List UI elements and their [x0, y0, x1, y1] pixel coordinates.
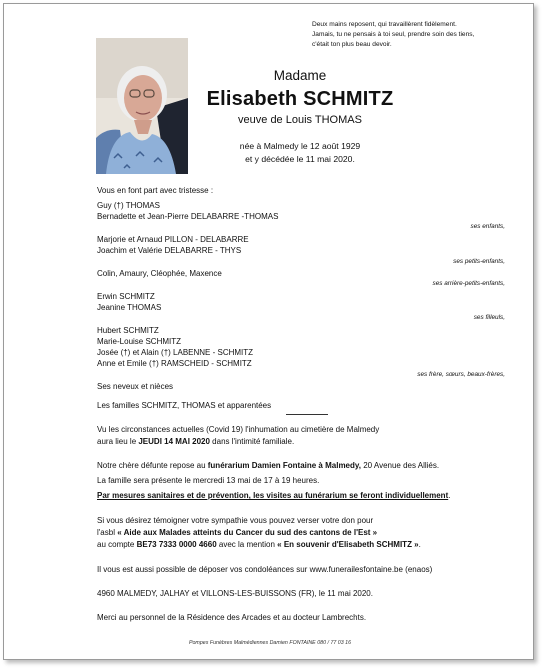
covid-line-1: Vu les circonstances actuelles (Covid 19) l'inhumation au cimetière de Malmedy — [97, 425, 380, 434]
family-bernadette: Bernadette et Jean-Pierre DELABARRE -THOMAS — [97, 212, 279, 221]
family-guy: Guy (†) THOMAS — [97, 201, 160, 210]
family-erwin: Erwin SCHMITZ — [97, 292, 155, 301]
funeral-home-footer: Pompes Funèbres Malmédiennes Damien FONTAINE 080 / 77 03 16 — [188, 640, 352, 646]
poem — [312, 20, 474, 50]
sympathy-line-1: Si vous désirez témoigner votre sympathie vous pouvez verser votre don pour — [97, 516, 374, 525]
family-jeanine: Jeanine THOMAS — [97, 303, 162, 312]
family-hubert: Hubert SCHMITZ — [97, 326, 159, 335]
poem-line-3: c'était ton plus beau devoir. — [312, 41, 392, 48]
sympathy-line-3 — [97, 539, 421, 550]
account-post: . — [418, 540, 421, 549]
family-josee: Josée (†) et Alain (†) LABENNE - SCHMITZ — [97, 348, 254, 357]
death-line: et y décédée le 11 mai 2020. — [245, 154, 355, 164]
relation-greatgrandchildren: ses arrière-petits-enfants, — [432, 280, 505, 287]
birth-death-dates — [180, 140, 420, 166]
address-date: 4960 MALMEDY, JALHAY et VILLONS-LES-BUISSONS (FR), le 11 mai 2020. — [97, 589, 373, 598]
relation-grandchildren: ses petits-enfants, — [453, 258, 505, 265]
divider-line — [286, 414, 328, 415]
rest-line — [97, 460, 439, 471]
account-pre: au compte — [97, 540, 137, 549]
burial-date: JEUDI 14 MAI 2020 — [138, 437, 210, 446]
account-mid: avec la mention — [216, 540, 278, 549]
charity-name: « Aide aux Malades atteints du Cancer du sud des cantons de l'Est » — [117, 528, 378, 537]
family-colin: Colin, Amaury, Cléophée, Maxence — [97, 269, 222, 278]
visit-line: La famille sera présente le mercredi 13 mai de 17 à 19 heures. — [97, 476, 320, 485]
relation-children: ses enfants, — [470, 223, 505, 230]
family-marjorie: Marjorie et Arnaud PILLON - DELABARRE — [97, 235, 249, 244]
family-marie-louise: Marie-Louise SCHMITZ — [97, 337, 182, 346]
family-joachim: Joachim et Valérie DELABARRE - THYS — [97, 246, 242, 255]
sanitary-notice: Par mesures sanitaires et de prévention, les visites au funérarium se feront individuellement — [97, 491, 449, 500]
sanitary-line — [97, 490, 450, 501]
thanks-line: Merci au personnel de la Résidence des Arcades et au docteur Lambrechts. — [97, 613, 367, 622]
relation-godchildren: ses filleuls, — [473, 314, 505, 321]
sympathy-asbl: l'asbl — [97, 528, 118, 537]
sympathy-line-2 — [97, 527, 377, 538]
widow-of: veuve de Louis THOMAS — [238, 114, 362, 126]
poem-line-1: Deux mains reposent, qui travaillèrent fidèlement. — [312, 21, 457, 28]
family-anne: Anne et Emile (†) RAMSCHEID - SCHMITZ — [97, 359, 252, 368]
covid-line-2 — [97, 436, 294, 447]
covid-text-pre: aura lieu le — [97, 437, 139, 446]
funeral-home: funérarium Damien Fontaine à Malmedy, — [207, 461, 361, 470]
covid-text-post: dans l'intimité familiale. — [209, 437, 295, 446]
rest-text-post: 20 Avenue des Alliés. — [360, 461, 440, 470]
nephews-nieces: Ses neveux et nièces — [97, 382, 174, 391]
announce-text: Vous en font part avec tristesse : — [97, 186, 214, 195]
poem-line-2: Jamais, tu ne pensais à toi seul, prendre soin des tiens, — [312, 31, 475, 38]
birth-line: née à Malmedy le 12 août 1929 — [239, 141, 361, 151]
donation-mention: « En souvenir d'Elisabeth SCHMITZ » — [277, 540, 419, 549]
online-condolences: Il vous est aussi possible de déposer vos condoléances sur www.funerailesfontaine.be (enaos) — [97, 565, 433, 574]
sanitary-dot: . — [448, 491, 451, 500]
rest-text-pre: Notre chère défunte repose au — [97, 461, 208, 470]
families-line: Les familles SCHMITZ, THOMAS et apparentées — [97, 401, 272, 410]
relation-siblings: ses frère, sœurs, beaux-frères, — [417, 371, 505, 378]
salutation: Madame — [273, 68, 327, 83]
bank-account: BE73 7333 0000 4660 — [136, 540, 217, 549]
deceased-name: Elisabeth SCHMITZ — [206, 88, 394, 110]
